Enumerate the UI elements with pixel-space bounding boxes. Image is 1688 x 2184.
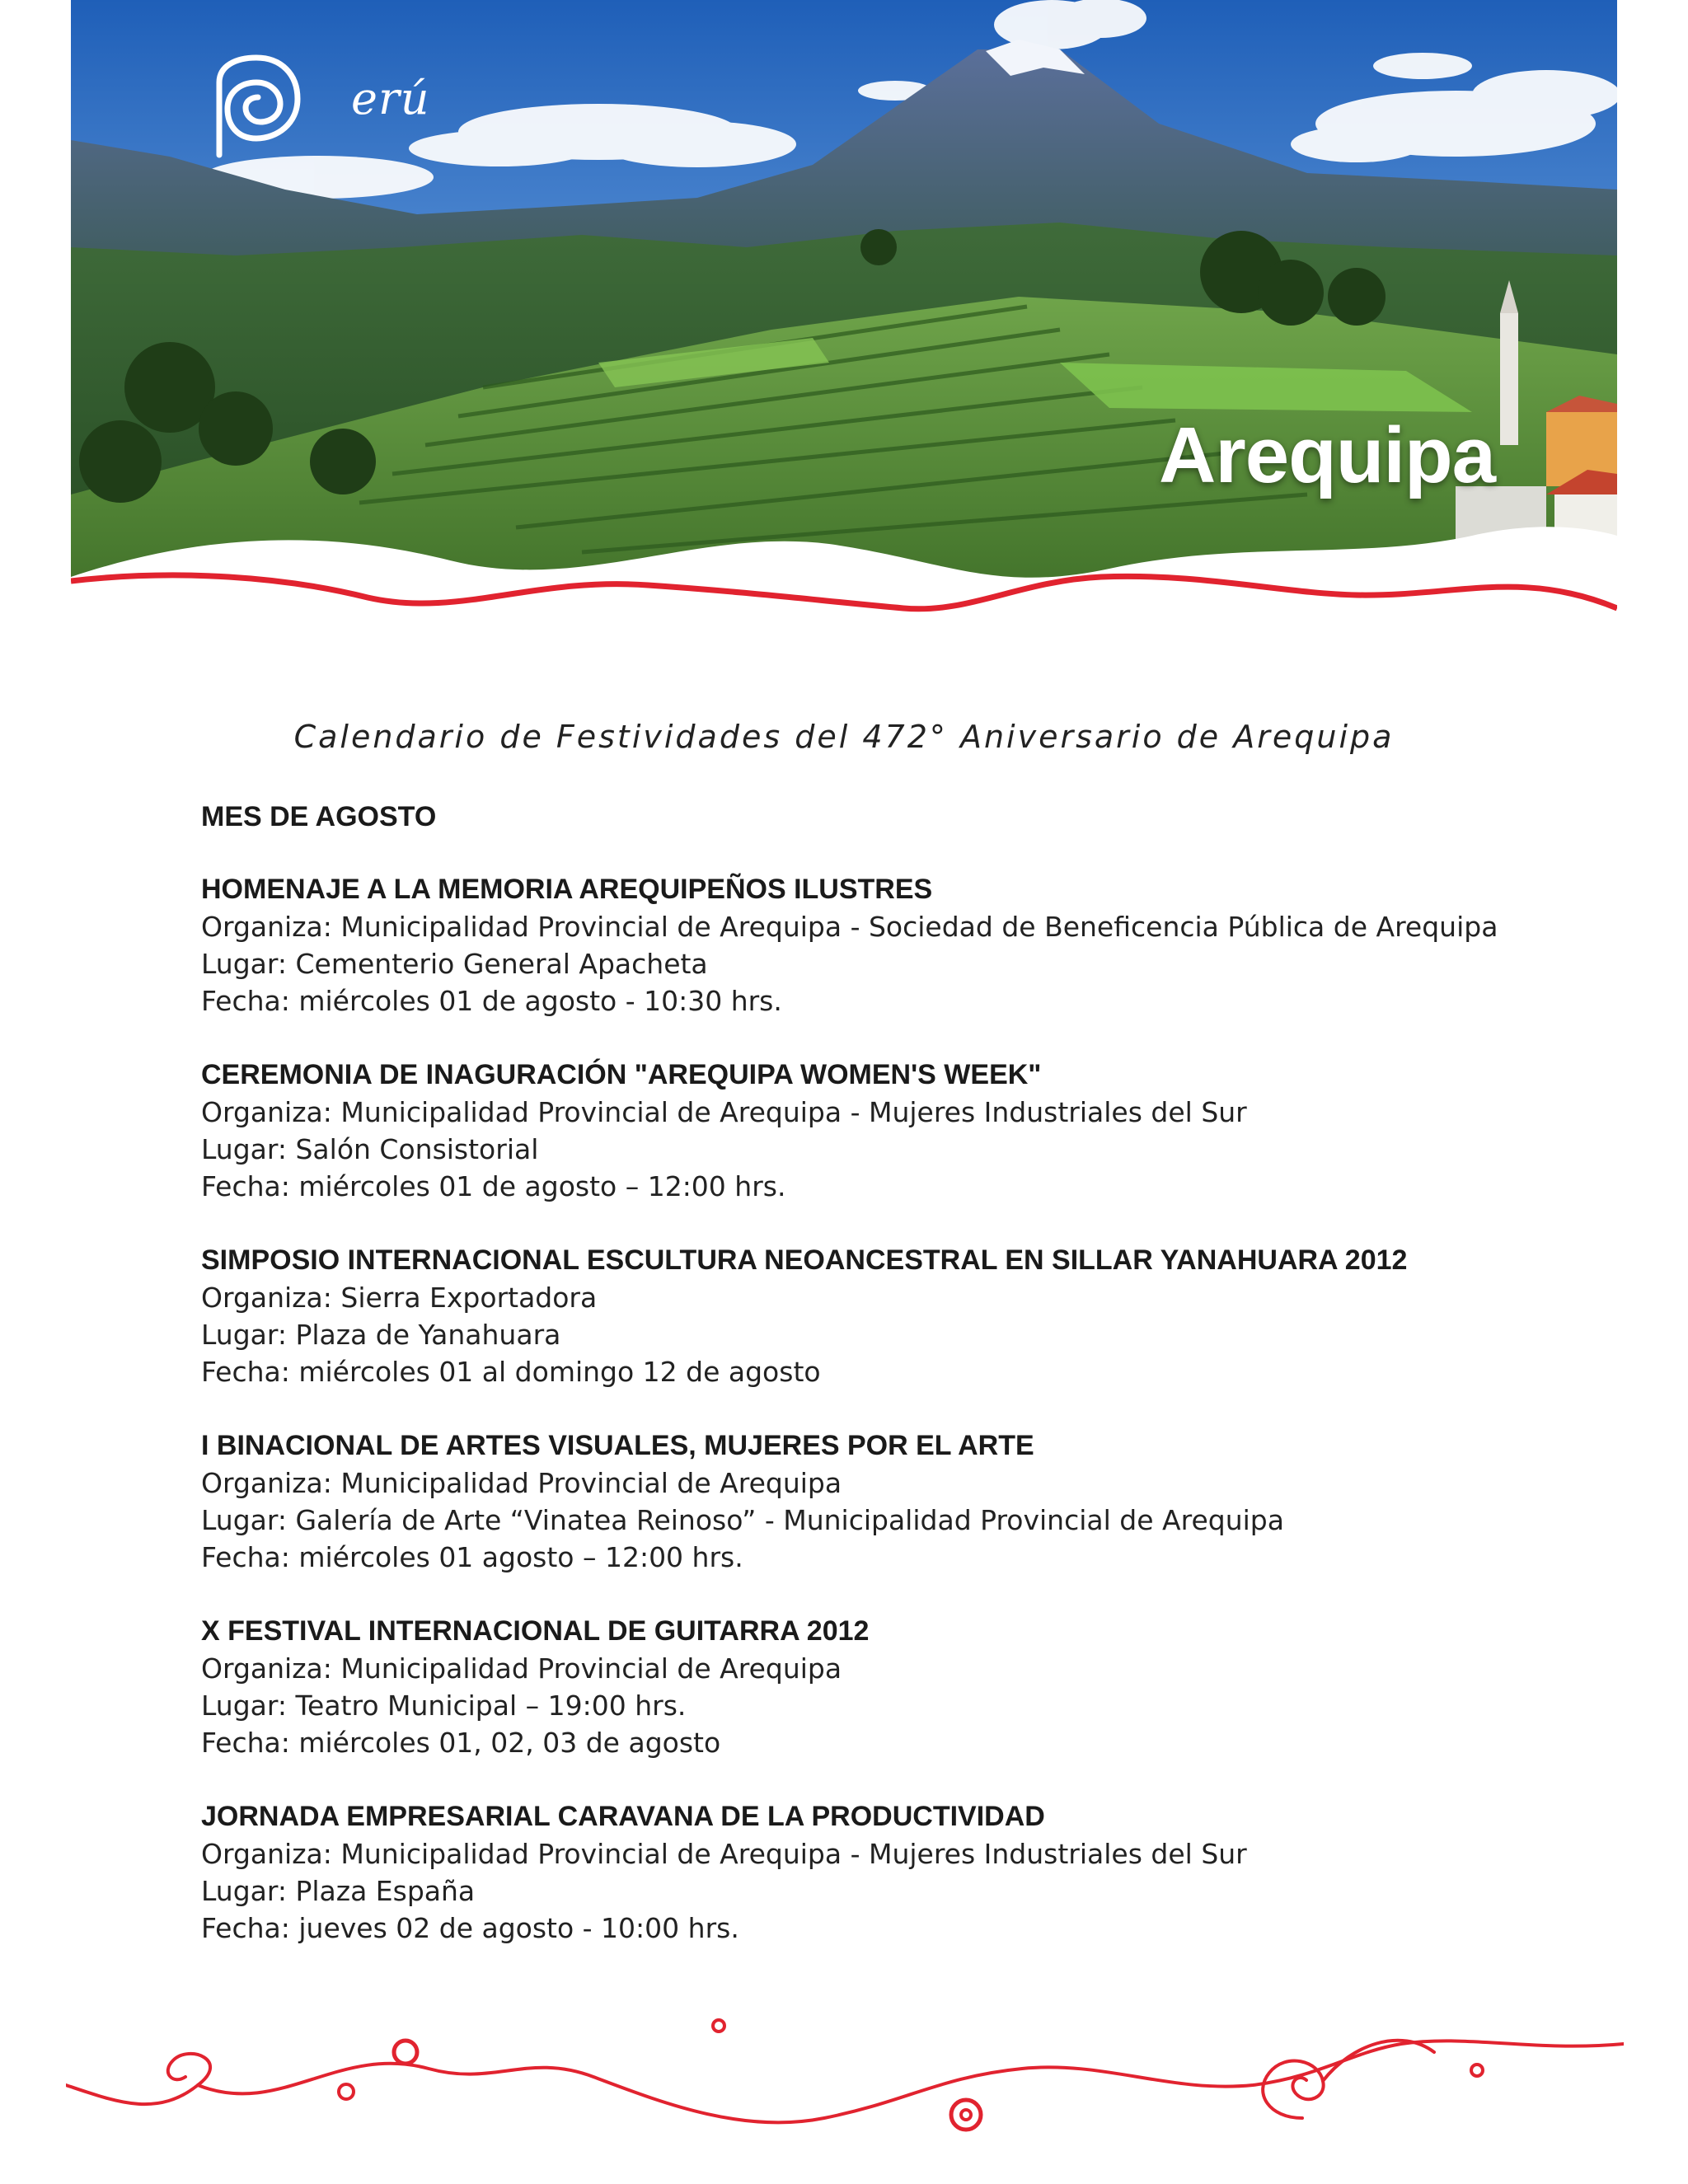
event-item xyxy=(201,1241,1536,1390)
event-item xyxy=(201,1797,1536,1947)
event-date: Fecha: jueves 02 de agosto - 10:00 hrs. xyxy=(201,1912,739,1944)
city-title: Arequipa xyxy=(1159,411,1496,499)
event-location: Lugar: Salón Consistorial xyxy=(201,1133,539,1165)
event-organizer: Organiza: Municipalidad Provincial de Arequipa xyxy=(201,1652,842,1685)
event-title: HOMENAJE A LA MEMORIA AREQUIPEÑOS ILUSTRES xyxy=(201,874,933,905)
event-calendar xyxy=(201,798,1536,1983)
event-location: Lugar: Teatro Municipal – 19:00 hrs. xyxy=(201,1690,687,1722)
event-location: Lugar: Plaza de Yanahuara xyxy=(201,1319,561,1351)
event-title: X FESTIVAL INTERNACIONAL DE GUITARRA 2012 xyxy=(201,1615,870,1647)
event-date: Fecha: miércoles 01 al domingo 12 de agosto xyxy=(201,1356,821,1388)
event-organizer: Organiza: Municipalidad Provincial de Arequipa - Sociedad de Beneficencia Pública de Arequipa xyxy=(201,911,1498,943)
header-banner xyxy=(71,0,1617,626)
event-date: Fecha: miércoles 01 agosto – 12:00 hrs. xyxy=(201,1541,743,1573)
event-location: Lugar: Plaza España xyxy=(201,1875,476,1907)
event-organizer: Organiza: Municipalidad Provincial de Arequipa - Mujeres Industriales del Sur xyxy=(201,1096,1247,1128)
event-item xyxy=(201,870,1536,1019)
event-item xyxy=(201,1427,1536,1576)
event-item xyxy=(201,1612,1536,1761)
calendar-subtitle: Calendario de Festividades del 472° Aniversario de Arequipa xyxy=(293,719,1395,755)
event-organizer: Organiza: Municipalidad Provincial de Arequipa xyxy=(201,1467,842,1499)
month-heading: MES DE AGOSTO xyxy=(201,801,437,832)
event-title: CEREMONIA DE INAGURACIÓN "AREQUIPA WOMEN'S WEEK" xyxy=(201,1059,1042,1090)
footer-swirl-ornament xyxy=(66,1994,1624,2159)
event-date: Fecha: miércoles 01 de agosto - 10:30 hrs. xyxy=(201,985,782,1017)
event-item xyxy=(201,1056,1536,1205)
event-date: Fecha: miércoles 01 de agosto – 12:00 hrs. xyxy=(201,1170,786,1202)
event-location: Lugar: Galería de Arte “Vinatea Reinoso” - Municipalidad Provincial de Arequipa xyxy=(201,1504,1284,1536)
event-title: SIMPOSIO INTERNACIONAL ESCULTURA NEOANCESTRAL EN SILLAR YANAHUARA 2012 xyxy=(201,1244,1408,1276)
event-title: JORNADA EMPRESARIAL CARAVANA DE LA PRODUCTIVIDAD xyxy=(201,1801,1045,1832)
event-location: Lugar: Cementerio General Apacheta xyxy=(201,948,708,980)
peru-brand-text: erú xyxy=(351,73,430,124)
event-organizer: Organiza: Municipalidad Provincial de Arequipa - Mujeres Industriales del Sur xyxy=(201,1838,1247,1870)
event-organizer: Organiza: Sierra Exportadora xyxy=(201,1282,598,1314)
event-date: Fecha: miércoles 01, 02, 03 de agosto xyxy=(201,1727,721,1759)
event-title: I BINACIONAL DE ARTES VISUALES, MUJERES POR EL ARTE xyxy=(201,1430,1034,1461)
